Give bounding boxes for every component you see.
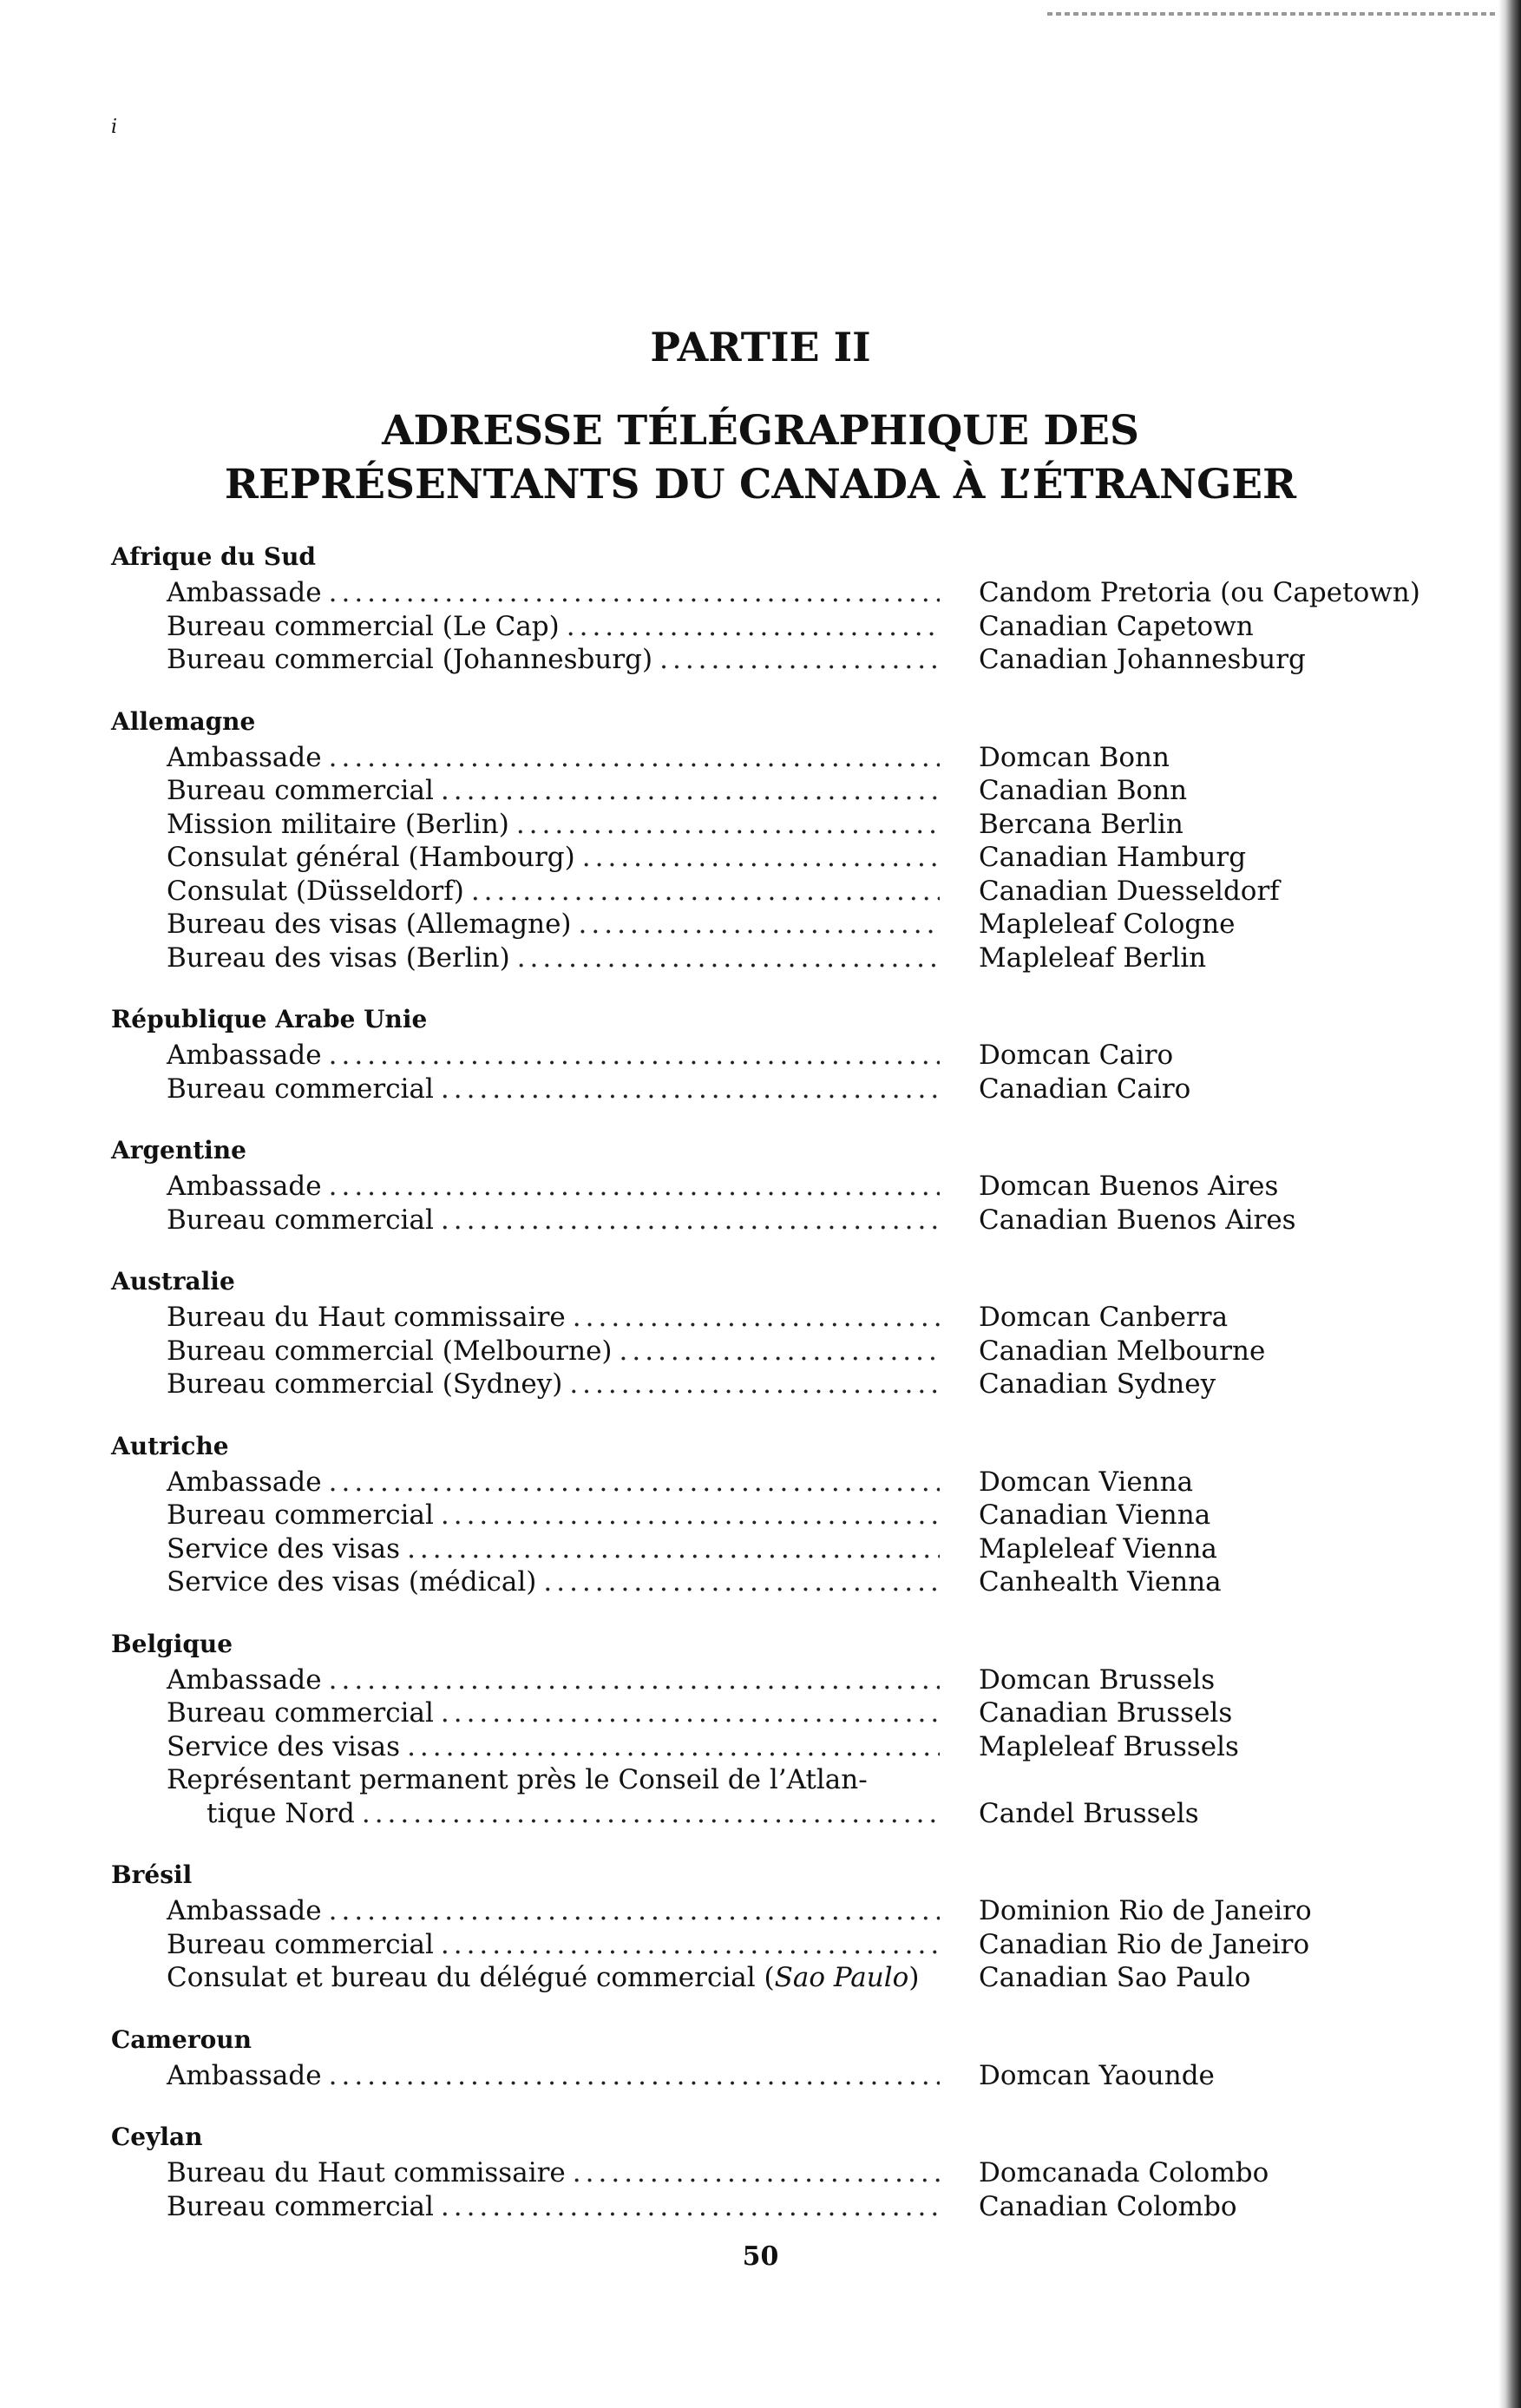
telegraphic-address: Canadian Bonn [979,775,1188,806]
dot-leader [582,841,940,875]
telegraphic-address: Mapleleaf Brussels [979,1730,1239,1762]
entry-label: Bureau commercial (Johannesburg) [167,644,653,675]
dot-leader [441,2190,940,2224]
entry-label-cell [111,1797,940,1831]
entry-row [111,1204,1430,1237]
country-section [111,1001,1430,1106]
entry-label-cell [111,1039,940,1073]
entry-label-cell [111,1928,940,1962]
country-section [111,1263,1430,1401]
telegraphic-address: Domcan Yaounde [979,2059,1215,2091]
country-section [111,703,1430,975]
telegraphic-address: Canadian Sydney [979,1368,1216,1400]
entry-label: Représentant permanent près le Conseil de l’Atlan- [167,1764,868,1795]
entry-row [111,741,1430,775]
entry-row [111,1335,1430,1368]
entry-label-cell [111,1204,940,1237]
country-heading: Brésil [111,1860,193,1889]
telegraphic-address: Canadian Colombo [979,2190,1237,2222]
dot-leader [329,576,940,610]
entry-row [111,1532,1430,1566]
entry-label-cell [111,2156,940,2190]
entry-row [111,576,1430,610]
entry-label-cell [111,576,940,610]
entry-label-cell [111,1696,940,1730]
entry-label-cell [111,1565,940,1599]
representatives-list [111,538,1430,2249]
entry-row [111,643,1430,677]
entry-row [111,1961,1430,1995]
dot-leader [471,875,940,909]
telegraphic-address: Domcan Buenos Aires [979,1171,1279,1202]
page-number: 50 [742,2241,779,2272]
entry-label-cell [111,1730,940,1764]
stray-mark: i [111,116,118,138]
dot-leader [407,1532,940,1566]
entry-row [111,774,1430,808]
entry-label-cell [111,643,940,677]
dot-leader [329,1039,940,1073]
entry-label-cell [111,1073,940,1106]
page-title [0,404,1521,512]
entry-label: Ambassade [167,1663,322,1696]
entry-row [111,908,1430,942]
dot-leader [543,1565,940,1599]
dot-leader [569,1368,940,1401]
entry-label: Bureau commercial (Le Cap) [167,610,560,642]
entry-row [111,1301,1430,1335]
telegraphic-address: Canadian Hamburg [979,842,1247,873]
entry-label: Ambassade [167,1466,322,1498]
entry-label: Bureau des visas (Allemagne) [167,909,572,940]
telegraphic-address: Canadian Melbourne [979,1335,1266,1367]
entry-row [111,1696,1430,1730]
country-section [111,1427,1430,1599]
entry-label: Consulat général (Hambourg) [167,842,575,873]
telegraphic-address: Mapleleaf Vienna [979,1532,1217,1565]
dot-leader [516,808,940,842]
entry-label: Bureau commercial [167,1073,434,1105]
entry-row [111,1730,1430,1764]
entry-row [111,808,1430,842]
telegraphic-address: Canhealth Vienna [979,1566,1222,1598]
telegraphic-address: Candom Pretoria (ou Capetown) [979,577,1420,608]
dot-leader [441,1204,940,1237]
country-section [111,538,1430,677]
entry-label-cell [111,1532,940,1566]
entry-row [111,2059,1430,2093]
telegraphic-address: Bercana Berlin [979,808,1183,840]
entry-row [111,1894,1430,1928]
dot-leader [441,1696,940,1730]
telegraphic-address: Canadian Vienna [979,1499,1211,1531]
telegraphic-address: Domcanada Colombo [979,2157,1269,2188]
telegraphic-address: Canadian Sao Paulo [979,1962,1251,1993]
dot-leader [567,610,940,644]
title-line-1: ADRESSE TÉLÉGRAPHIQUE DES [382,407,1139,455]
country-heading: Autriche [111,1431,229,1460]
entry-label: Service des visas [167,1730,401,1762]
entry-label: Ambassade [167,1040,322,1071]
telegraphic-address: Canadian Capetown [979,610,1254,642]
entry-label-cell [111,875,940,909]
entry-label-cell [111,808,940,842]
entry-label: Bureau commercial [167,1204,434,1236]
entry-row [111,841,1430,875]
telegraphic-address: Canadian Johannesburg [979,644,1306,675]
entry-label: Bureau du Haut commissaire [167,2157,566,2188]
entry-label-cell [111,741,940,775]
entry-label: Bureau commercial [167,1499,434,1531]
entry-label: Ambassade [167,1171,322,1202]
entry-label: Service des visas (médical) [167,1566,537,1598]
entry-label-cell [111,1466,940,1499]
dot-leader [329,1170,940,1204]
telegraphic-address: Domcan Cairo [979,1040,1174,1071]
entry-label-part: ) [908,1962,920,1993]
part-title: PARTIE II [650,324,871,371]
entry-label-cell [111,1499,940,1532]
entry-label: Bureau commercial (Melbourne) [167,1335,613,1367]
dot-leader [329,741,940,775]
dot-leader [407,1730,940,1764]
scan-top-artifact [1047,12,1498,16]
dot-leader [620,1335,940,1368]
entry-label-cell [111,1894,940,1928]
entry-label: Bureau commercial [167,1697,434,1729]
entry-label: Service des visas [167,1532,401,1565]
entry-row [111,875,1430,909]
entry-row [111,610,1430,644]
entry-label-cell [111,2190,940,2224]
telegraphic-address: Dominion Rio de Janeiro [979,1895,1312,1926]
entry-label-place: Sao Paulo [774,1962,909,1993]
country-section [111,1132,1430,1237]
country-section [111,1856,1430,1995]
entry-row [111,1499,1430,1532]
country-heading: Cameroun [111,2024,252,2054]
dot-leader [441,1499,940,1532]
telegraphic-address: Candel Brussels [979,1797,1199,1829]
dot-leader [517,942,940,975]
country-heading: Ceylan [111,2123,203,2151]
entry-label: Ambassade [167,741,322,773]
entry-row [111,942,1430,975]
entry-row [111,1466,1430,1499]
country-heading: République Arabe Unie [111,1005,428,1033]
entry-row [111,2156,1430,2190]
telegraphic-address: Domcan Vienna [979,1466,1194,1498]
entry-label: Ambassade [167,577,322,608]
entry-label: Bureau commercial (Sydney) [167,1368,563,1400]
entry-row [111,1928,1430,1962]
telegraphic-address: Canadian Buenos Aires [979,1204,1296,1236]
dot-leader [329,1894,940,1928]
country-section [111,1625,1430,1831]
entry-row [111,1663,1430,1697]
entry-label-cell [111,1368,940,1401]
telegraphic-address: Domcan Bonn [979,741,1170,773]
dot-leader [441,1928,940,1962]
entry-row [111,1039,1430,1073]
dot-leader [329,1466,940,1499]
entry-label-cell [111,1663,940,1697]
entry-row [111,1170,1430,1204]
dot-leader [659,643,940,677]
entry-row [111,1565,1430,1599]
country-section [111,2118,1430,2223]
entry-label-part: Consulat et bureau du délégué commercial ( [167,1962,775,1993]
country-heading: Argentine [111,1136,246,1165]
telegraphic-address: Domcan Canberra [979,1302,1229,1333]
dot-leader [573,2156,940,2190]
country-heading: Afrique du Sud [111,542,317,571]
entry-label-cell [111,774,940,808]
dot-leader [441,774,940,808]
dot-leader [579,908,940,942]
entry-label: Mission militaire (Berlin) [167,808,509,840]
entry-label-cell [111,942,940,975]
entry-label-cell [111,908,940,942]
dot-leader [573,1301,940,1335]
entry-label-cell [111,1961,940,1995]
entry-label: Consulat (Düsseldorf) [167,875,464,907]
telegraphic-address: Domcan Brussels [979,1663,1216,1696]
entry-label-cell [111,1170,940,1204]
telegraphic-address: Canadian Rio de Janeiro [979,1928,1310,1960]
entry-label: Ambassade [167,1895,322,1926]
entry-label: Bureau des visas (Berlin) [167,942,510,974]
entry-label: Bureau commercial [167,775,434,806]
entry-label: Bureau commercial [167,2190,434,2222]
entry-row [111,1073,1430,1106]
entry-label-cell [111,1301,940,1335]
country-heading: Belgique [111,1629,233,1658]
dot-leader [362,1797,940,1831]
entry-label: tique Nord [207,1797,355,1829]
dot-leader [441,1073,940,1106]
telegraphic-address: Canadian Duesseldorf [979,875,1280,907]
country-heading: Australie [111,1267,235,1296]
entry-label: Ambassade [167,2059,322,2091]
telegraphic-address: Mapleleaf Cologne [979,909,1236,940]
entry-row [111,1797,1430,1831]
entry-label-cell [111,1335,940,1368]
entry-label-line [111,1763,1430,1797]
entry-row [111,2190,1430,2224]
country-section [111,2021,1430,2093]
dot-leader [329,1663,940,1697]
telegraphic-address: Canadian Brussels [979,1697,1233,1729]
entry-label: Bureau commercial [167,1928,434,1960]
entry-label: Bureau du Haut commissaire [167,1302,566,1333]
dot-leader [329,2059,940,2093]
entry-label-cell [111,610,940,644]
title-line-2: REPRÉSENTANTS DU CANADA À L’ÉTRANGER [224,461,1297,509]
telegraphic-address: Mapleleaf Berlin [979,942,1207,974]
entry-label-cell [111,2059,940,2093]
entry-label [167,1961,919,1995]
entry-label-cell [111,841,940,875]
country-heading: Allemagne [111,706,256,736]
telegraphic-address: Canadian Cairo [979,1073,1191,1105]
entry-row [111,1368,1430,1401]
